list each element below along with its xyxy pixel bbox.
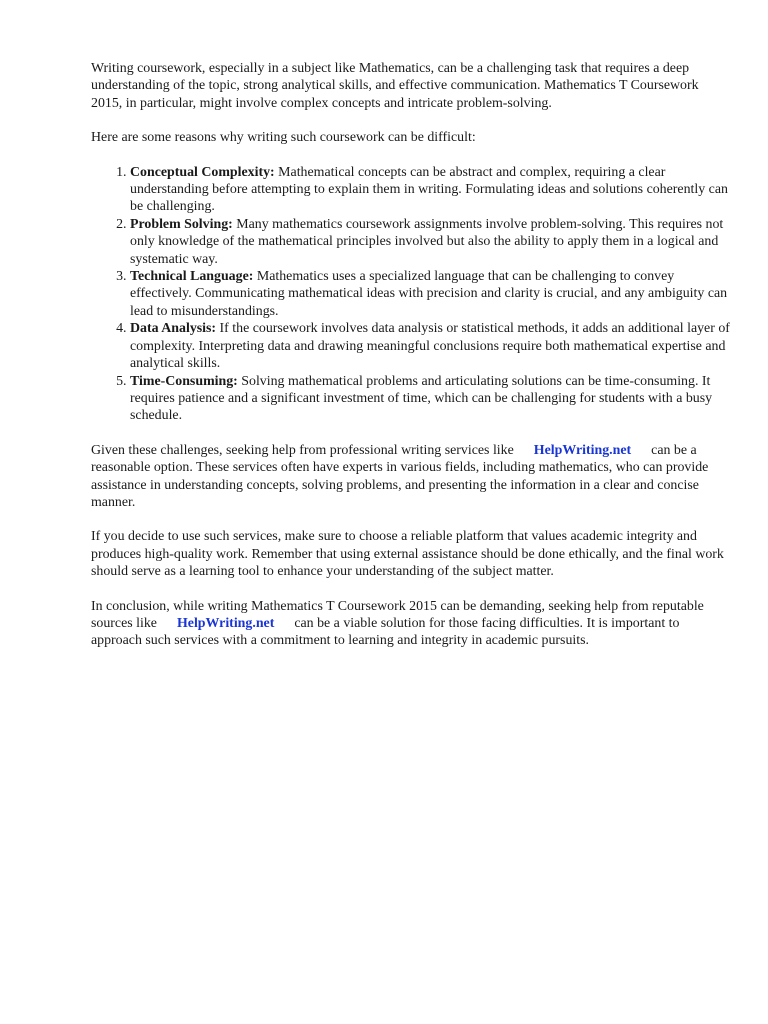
list-item bbox=[130, 164, 731, 216]
reason-text: Many mathematics coursework assignments involve problem-solving. This requires not only knowledge of the mathematical principles involved but also the ability to apply them in a logical and systematic way. bbox=[130, 216, 724, 267]
list-item bbox=[130, 320, 731, 372]
list-item bbox=[130, 373, 731, 425]
helpwriting-link[interactable]: HelpWriting.net bbox=[533, 442, 632, 458]
reason-term: Data Analysis: bbox=[130, 321, 217, 337]
help-paragraph bbox=[91, 442, 731, 512]
reason-term: Conceptual Complexity: bbox=[130, 164, 275, 180]
help-text-after: can be a reasonable option. These services often have experts in various fields, including mathematics, who can provide assistance in understanding concepts, solving problems, and presenting the information in a clear and concise manner. bbox=[91, 442, 709, 510]
list-item bbox=[130, 216, 731, 268]
helpwriting-link[interactable]: HelpWriting.net bbox=[176, 615, 275, 631]
reason-text: If the coursework involves data analysis or statistical methods, it adds an additional layer of complexity. Interpreting data and drawing meaningful conclusions require both mathematical expertise and analytical skills. bbox=[130, 321, 730, 372]
conclusion-text-before: In conclusion, while writing Mathematics T Coursework 2015 can be demanding, seeking help from reputable sources like bbox=[91, 598, 704, 631]
reasons-list bbox=[91, 164, 731, 425]
conclusion-paragraph bbox=[91, 598, 731, 650]
reason-term: Problem Solving: bbox=[130, 216, 233, 232]
reason-text: Mathematical concepts can be abstract and complex, requiring a clear understanding before attempting to explain them in writing. Formulating ideas and solutions coherently can be challenging. bbox=[130, 164, 728, 215]
reason-text: Solving mathematical problems and articulating solutions can be time-consuming. It requires patience and a significant investment of time, which can be challenging for students with a busy schedule. bbox=[130, 373, 713, 424]
reason-term: Time-Consuming: bbox=[130, 373, 238, 389]
reasons-heading: Here are some reasons why writing such coursework can be difficult: bbox=[91, 130, 476, 146]
document-page bbox=[91, 60, 731, 667]
intro-paragraph: Writing coursework, especially in a subject like Mathematics, can be a challenging task that requires a deep understanding of the topic, strong analytical skills, and effective communication. Mathematics T Coursework 2015, in particular, might involve complex concepts and intricate problem-solving. bbox=[91, 61, 699, 111]
advice-paragraph: If you decide to use such services, make sure to choose a reliable platform that values academic integrity and produces high-quality work. Remember that using external assistance should be done ethically, and the final work should serve as a learning tool to enhance your understanding of the subject matter. bbox=[91, 529, 724, 580]
help-text-before: Given these challenges, seeking help from professional writing services like bbox=[91, 442, 514, 458]
conclusion-text-after: can be a viable solution for those facing difficulties. It is important to approach such services with a commitment to learning and integrity in academic pursuits. bbox=[91, 615, 680, 649]
reason-term: Technical Language: bbox=[130, 269, 254, 285]
reason-text: Mathematics uses a specialized language that can be challenging to convey effectively. Communicating mathematical ideas with precision and clarity is crucial, and any ambiguity can lead to misunderstandings. bbox=[130, 269, 728, 319]
list-item bbox=[130, 268, 731, 320]
